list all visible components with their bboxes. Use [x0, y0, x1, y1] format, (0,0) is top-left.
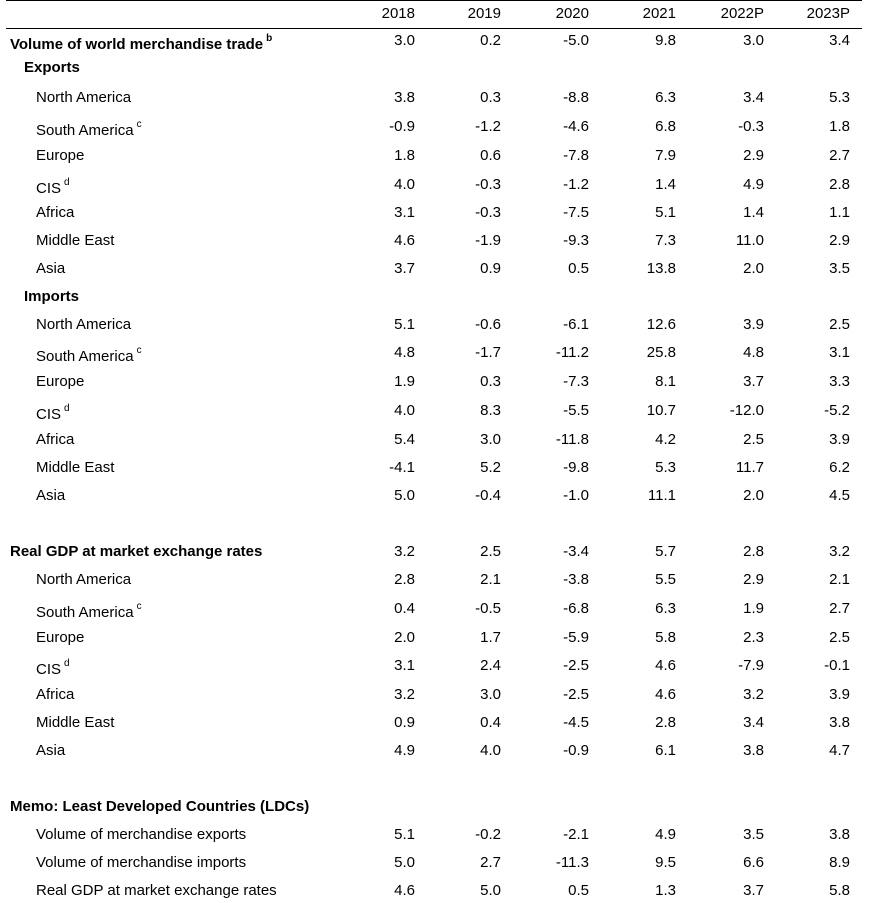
table-cell: 3.5 [829, 260, 850, 277]
table-cell: 3.8 [743, 742, 764, 759]
footnote-marker: d [64, 177, 70, 188]
table-cell: 2.9 [743, 147, 764, 164]
table-cell: 4.0 [394, 176, 415, 193]
row-label [36, 655, 70, 681]
table-cell: 2.1 [480, 571, 501, 588]
row-label-text: North America [36, 89, 132, 106]
table-cell: 4.6 [394, 882, 415, 899]
row-label [36, 684, 74, 706]
row-label-text: Europe [36, 629, 85, 646]
table-cell: 5.3 [829, 89, 850, 106]
row-label-text: South America [36, 122, 134, 139]
table-cell: 2.0 [743, 260, 764, 277]
table-cell: 0.9 [394, 714, 415, 731]
row-label [36, 400, 70, 426]
table-cell: 1.4 [655, 176, 676, 193]
table-cell: 3.0 [480, 431, 501, 448]
table-cell: 2.7 [829, 600, 850, 617]
row-label [36, 145, 84, 167]
table-cell: -2.5 [563, 657, 589, 674]
table-row [0, 258, 872, 280]
table-cell: 4.9 [743, 176, 764, 193]
section-heading-row [0, 30, 872, 52]
table-cell: 0.4 [480, 714, 501, 731]
table-cell: 3.1 [394, 204, 415, 221]
table-cell: -5.9 [563, 629, 589, 646]
table-cell: -7.3 [563, 373, 589, 390]
row-label-text: Europe [36, 147, 85, 164]
row-label [36, 314, 131, 336]
table-cell: 3.0 [743, 32, 764, 49]
table-cell: -11.3 [555, 854, 589, 871]
table-cell: 3.7 [394, 260, 415, 277]
table-cell: 2.1 [829, 571, 850, 588]
section-subheading-row [0, 286, 872, 308]
table-cell: 2.4 [480, 657, 501, 674]
column-header: 2019 [467, 5, 501, 22]
table-cell: 8.9 [829, 854, 850, 871]
table-row [0, 87, 872, 109]
table-cell: 6.3 [655, 600, 676, 617]
row-label [10, 541, 262, 563]
row-label [36, 824, 246, 846]
table-cell: 3.0 [480, 686, 501, 703]
table-cell: -12.0 [729, 402, 764, 419]
table-cell: 2.3 [743, 629, 764, 646]
table-cell: -9.3 [563, 232, 589, 249]
table-row [0, 457, 872, 479]
footnote-marker: c [136, 345, 142, 356]
row-label-text: Volume of merchandise exports [36, 826, 247, 843]
row-label [10, 30, 272, 56]
table-cell: -11.2 [555, 344, 589, 361]
table-cell: -1.9 [475, 232, 501, 249]
table-cell: 5.0 [394, 854, 415, 871]
table-cell: 11.1 [647, 487, 676, 504]
footnote-marker: d [64, 403, 70, 414]
table-row [0, 230, 872, 252]
table-cell: 6.1 [655, 742, 676, 759]
table-cell: 0.9 [480, 260, 501, 277]
table-cell: 1.1 [829, 204, 850, 221]
row-label-text: Middle East [36, 459, 115, 476]
row-label [36, 116, 142, 142]
table-cell: -6.8 [563, 600, 589, 617]
column-header: 2018 [381, 5, 415, 22]
table-cell: 2.7 [480, 854, 501, 871]
row-label-text: South America [36, 348, 134, 365]
table-cell: 4.0 [480, 742, 501, 759]
table-cell: -0.9 [389, 118, 415, 135]
table-cell: 2.9 [743, 571, 764, 588]
table-cell: 5.1 [394, 316, 415, 333]
table-cell: 1.9 [743, 600, 764, 617]
row-label-text: Asia [36, 260, 66, 277]
table-cell: 0.4 [394, 600, 415, 617]
table-cell: -1.0 [563, 487, 589, 504]
column-header: 2022P [720, 5, 764, 22]
table-cell: 11.0 [735, 232, 764, 249]
table-cell: 12.6 [646, 316, 676, 333]
table-cell: 4.6 [655, 686, 676, 703]
table-cell: 4.5 [829, 487, 850, 504]
table-cell: -7.5 [563, 204, 589, 221]
table-cell: -4.5 [563, 714, 589, 731]
table-cell: 0.3 [480, 373, 501, 390]
footnote-marker: c [136, 119, 142, 130]
table-cell: 7.3 [655, 232, 676, 249]
table-cell: -5.5 [563, 402, 589, 419]
table-cell: 3.4 [743, 714, 764, 731]
row-label [10, 796, 309, 818]
table-cell: 3.1 [829, 344, 850, 361]
table-cell: 11.7 [735, 459, 764, 476]
table-cell: -8.8 [563, 89, 589, 106]
row-label-text: Volume of world merchandise trade [10, 36, 264, 53]
row-label [36, 485, 65, 507]
table-cell: -0.9 [563, 742, 589, 759]
footnote-marker: d [64, 658, 70, 669]
row-label [36, 598, 142, 624]
table-cell: -3.8 [563, 571, 589, 588]
table-cell: 4.6 [655, 657, 676, 674]
table-cell: -1.2 [563, 176, 589, 193]
row-label [36, 569, 131, 591]
table-cell: 3.4 [829, 32, 850, 49]
table-cell: -4.6 [563, 118, 589, 135]
footnote-marker: c [136, 601, 142, 612]
table-cell: 3.5 [743, 826, 764, 843]
table-row [0, 824, 872, 846]
row-label [36, 174, 70, 200]
row-label-text: CIS [36, 661, 62, 678]
table-cell: 4.9 [394, 742, 415, 759]
row-label [36, 457, 114, 479]
table-cell: 4.6 [394, 232, 415, 249]
row-label-text: Middle East [36, 714, 115, 731]
table-cell: 3.9 [829, 431, 850, 448]
row-label-text: Real GDP at market exchange rates [36, 882, 277, 899]
table-cell: 4.0 [394, 402, 415, 419]
table-cell: 5.3 [655, 459, 676, 476]
table-row [0, 371, 872, 393]
table-cell: 5.4 [394, 431, 415, 448]
table-row [0, 684, 872, 706]
header-bottom-rule [6, 28, 862, 29]
row-label-text: CIS [36, 180, 62, 197]
table-row [0, 655, 872, 677]
table-cell: 2.8 [655, 714, 676, 731]
table-cell: 2.0 [394, 629, 415, 646]
row-label-text: Europe [36, 373, 85, 390]
row-label-text: Asia [36, 742, 66, 759]
row-label-text: Africa [36, 204, 75, 221]
table-cell: -7.8 [563, 147, 589, 164]
table-cell: 5.0 [480, 882, 501, 899]
table-row [0, 740, 872, 762]
row-label-text: North America [36, 571, 132, 588]
table-cell: -9.8 [563, 459, 589, 476]
table-cell: 4.7 [829, 742, 850, 759]
row-label-text: Memo: Least Developed Countries (LDCs) [10, 798, 310, 815]
column-header: 2020 [555, 5, 589, 22]
table-cell: -0.3 [475, 204, 501, 221]
row-label [36, 87, 131, 109]
table-cell: 1.3 [655, 882, 676, 899]
table-row [0, 569, 872, 591]
table-cell: 5.8 [829, 882, 850, 899]
section-subheading-row [0, 57, 872, 79]
table-row [0, 712, 872, 734]
table-cell: 1.8 [829, 118, 850, 135]
table-cell: 5.5 [655, 571, 676, 588]
section-heading-row [0, 796, 872, 818]
table-cell: 13.8 [646, 260, 676, 277]
row-label [36, 880, 277, 902]
table-cell: 3.8 [829, 714, 850, 731]
table-cell: -0.6 [475, 316, 501, 333]
table-cell: 6.6 [743, 854, 764, 871]
table-cell: 3.2 [829, 543, 850, 560]
table-row [0, 342, 872, 364]
table-row [0, 627, 872, 649]
row-label-text: Exports [24, 59, 80, 76]
table-cell: 0.2 [480, 32, 501, 49]
table-cell: 4.8 [743, 344, 764, 361]
row-label-text: North America [36, 316, 132, 333]
column-header-row [0, 1, 872, 27]
table-cell: 6.2 [829, 459, 850, 476]
table-cell: 5.2 [480, 459, 501, 476]
table-cell: 4.9 [655, 826, 676, 843]
table-cell: -1.7 [475, 344, 501, 361]
table-cell: 2.8 [394, 571, 415, 588]
table-cell: 5.1 [394, 826, 415, 843]
table-cell: -6.1 [563, 316, 589, 333]
table-cell: 5.0 [394, 487, 415, 504]
table-row [0, 400, 872, 422]
table-row [0, 202, 872, 224]
table-cell: -1.2 [475, 118, 501, 135]
table-cell: 0.3 [480, 89, 501, 106]
table-cell: 3.4 [743, 89, 764, 106]
table-row [0, 314, 872, 336]
table-cell: -2.5 [563, 686, 589, 703]
section-heading-row [0, 541, 872, 563]
row-label [36, 429, 74, 451]
row-label [36, 740, 65, 762]
row-label-text: Africa [36, 686, 75, 703]
table-cell: 3.1 [394, 657, 415, 674]
table-cell: 3.8 [829, 826, 850, 843]
column-header: 2021 [642, 5, 676, 22]
footnote-marker: b [266, 33, 273, 44]
table-row [0, 116, 872, 138]
row-label-text: South America [36, 604, 134, 621]
table-cell: -2.1 [563, 826, 589, 843]
row-label-text: Volume of merchandise imports [36, 854, 247, 871]
row-label-text: CIS [36, 406, 62, 423]
table-row [0, 880, 872, 902]
table-cell: 1.9 [394, 373, 415, 390]
table-cell: 2.8 [829, 176, 850, 193]
table-row [0, 485, 872, 507]
row-label-text: Middle East [36, 232, 115, 249]
table-cell: -5.0 [563, 32, 589, 49]
table-cell: -3.4 [563, 543, 589, 560]
row-label [36, 712, 114, 734]
table-cell: -0.3 [738, 118, 764, 135]
table-cell: 10.7 [646, 402, 676, 419]
table-cell: 2.5 [829, 316, 850, 333]
row-label [24, 57, 80, 79]
table-row [0, 174, 872, 196]
row-label [36, 852, 246, 874]
table-row [0, 852, 872, 874]
table-cell: 0.5 [568, 260, 589, 277]
table-cell: -0.1 [824, 657, 850, 674]
table-cell: 3.2 [394, 686, 415, 703]
table-cell: 6.8 [655, 118, 676, 135]
table-cell: 9.5 [655, 854, 676, 871]
row-label-text: Imports [24, 288, 80, 305]
table-cell: 3.8 [394, 89, 415, 106]
table-cell: 2.9 [829, 232, 850, 249]
table-cell: 7.9 [655, 147, 676, 164]
table-cell: -0.5 [475, 600, 501, 617]
table-cell: 1.8 [394, 147, 415, 164]
table-cell: 3.9 [829, 686, 850, 703]
table-cell: 3.0 [394, 32, 415, 49]
table-cell: 2.5 [829, 629, 850, 646]
table-cell: 2.5 [743, 431, 764, 448]
table-row [0, 429, 872, 451]
table-cell: 4.2 [655, 431, 676, 448]
table-cell: 9.8 [655, 32, 676, 49]
table-cell: 3.2 [743, 686, 764, 703]
row-label-text: Asia [36, 487, 66, 504]
table-cell: -0.3 [475, 176, 501, 193]
table-cell: 3.3 [829, 373, 850, 390]
table-cell: -11.8 [555, 431, 589, 448]
table-cell: 3.7 [743, 373, 764, 390]
table-cell: 2.0 [743, 487, 764, 504]
table-cell: 1.7 [480, 629, 501, 646]
table-cell: 2.7 [829, 147, 850, 164]
table-cell: -5.2 [824, 402, 850, 419]
table-cell: 3.9 [743, 316, 764, 333]
table-cell: 3.7 [743, 882, 764, 899]
table-row [0, 145, 872, 167]
table-cell: 2.5 [480, 543, 501, 560]
table-cell: -0.2 [475, 826, 501, 843]
table-row [0, 598, 872, 620]
table-cell: 5.7 [655, 543, 676, 560]
table-cell: 8.1 [655, 373, 676, 390]
row-label [36, 371, 84, 393]
table-cell: 2.8 [743, 543, 764, 560]
table-cell: 0.6 [480, 147, 501, 164]
row-label-text: Africa [36, 431, 75, 448]
table-cell: 25.8 [646, 344, 676, 361]
table-cell: 1.4 [743, 204, 764, 221]
table-cell: 4.8 [394, 344, 415, 361]
table-cell: 5.1 [655, 204, 676, 221]
row-label [24, 286, 79, 308]
column-header: 2023P [806, 5, 850, 22]
row-label-text: Real GDP at market exchange rates [10, 543, 263, 560]
table-cell: 3.2 [394, 543, 415, 560]
row-label [36, 258, 65, 280]
row-label [36, 627, 84, 649]
table-cell: 6.3 [655, 89, 676, 106]
row-label [36, 202, 74, 224]
table-cell: -7.9 [738, 657, 764, 674]
row-label [36, 342, 142, 368]
table-cell: 8.3 [480, 402, 501, 419]
table-cell: 5.8 [655, 629, 676, 646]
table-cell: -0.4 [475, 487, 501, 504]
row-label [36, 230, 114, 252]
table-cell: -4.1 [389, 459, 415, 476]
table-cell: 0.5 [568, 882, 589, 899]
